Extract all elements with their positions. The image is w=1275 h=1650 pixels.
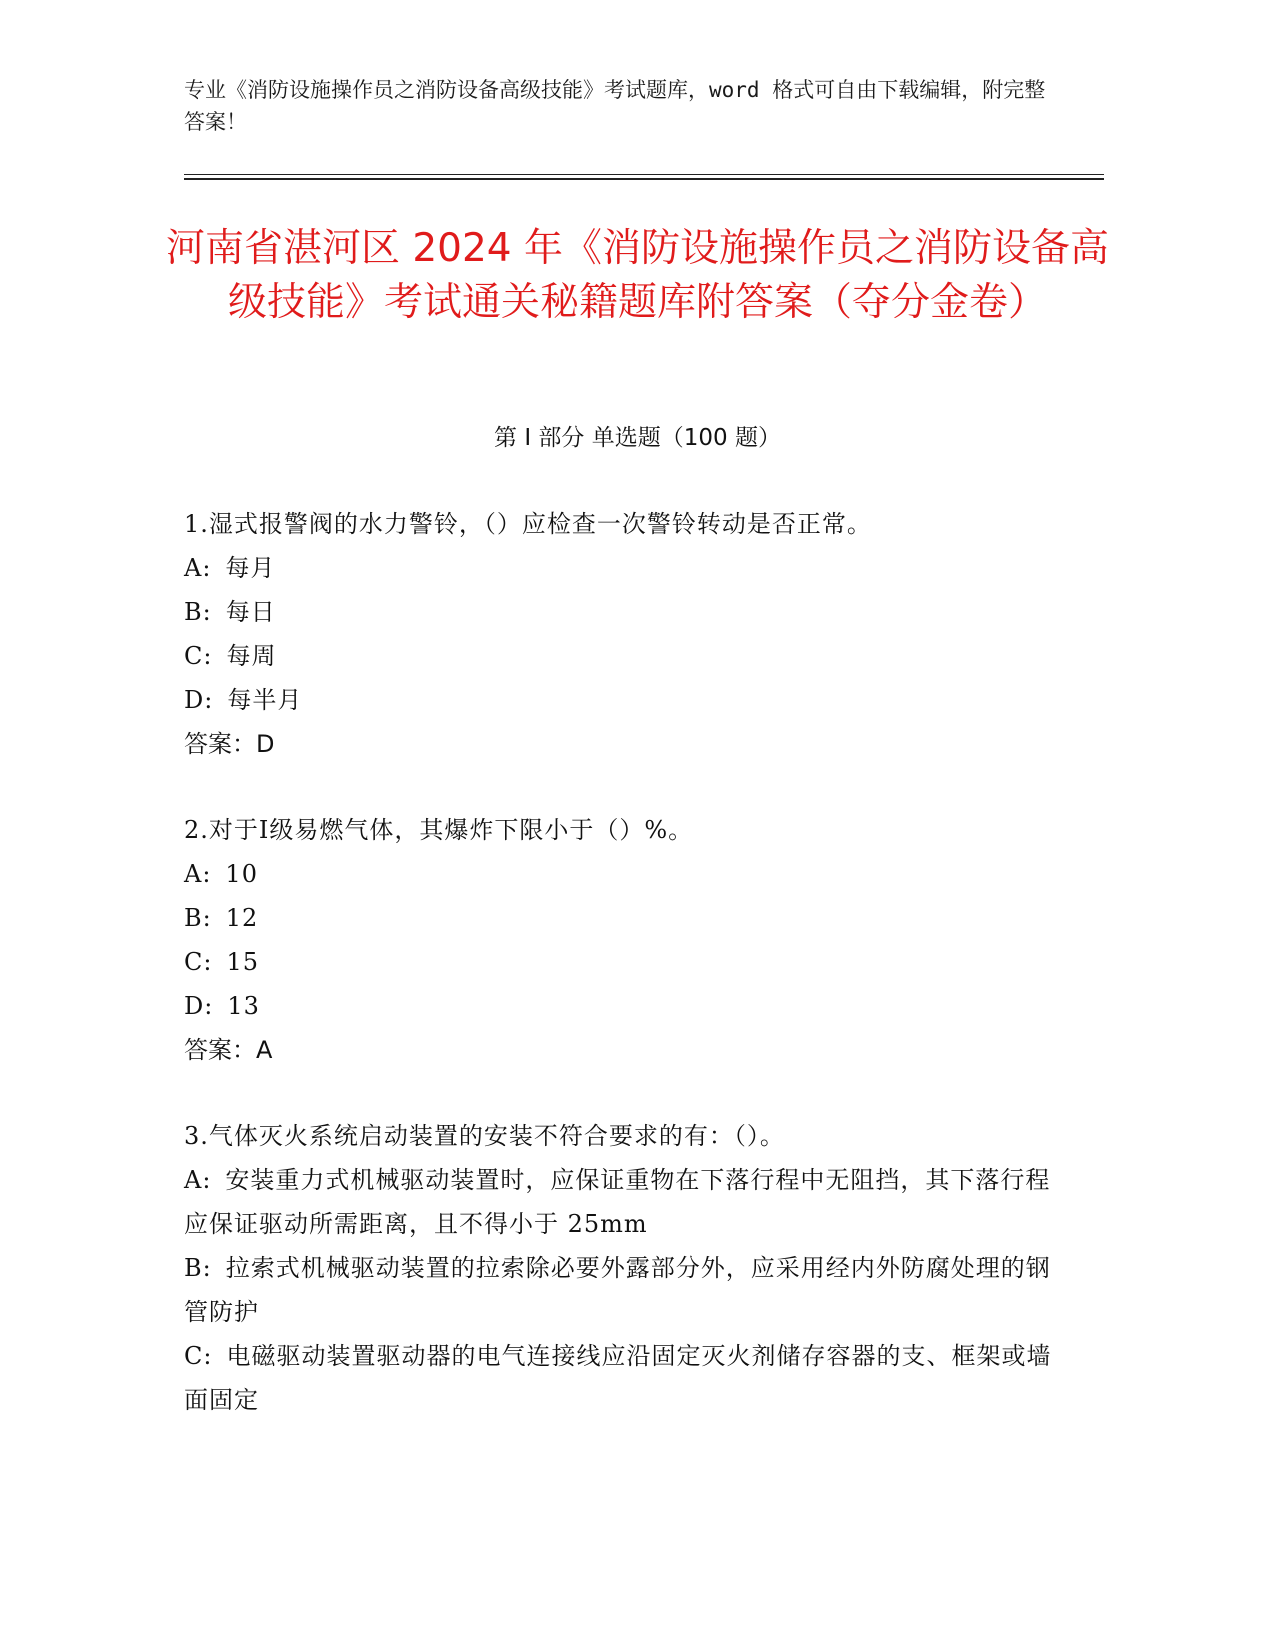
option-a xyxy=(184,1158,1064,1246)
question-text: 3.气体灭火系统启动装置的安装不符合要求的有：（）。 xyxy=(184,1122,785,1150)
option-label: B: xyxy=(184,598,212,626)
question-2 xyxy=(184,808,1064,1072)
option-text: 13 xyxy=(227,992,260,1020)
option-c xyxy=(184,940,1064,984)
option-label: A: xyxy=(184,554,212,582)
question-text: 2.对于Ⅰ级易燃气体，其爆炸下限小于（）%。 xyxy=(184,816,694,844)
option-b xyxy=(184,590,1064,634)
option-label: C: xyxy=(184,948,213,976)
answer: 答案：D xyxy=(184,730,275,758)
option-text: 电磁驱动装置驱动器的电气连接线应沿固定灭火剂储存容器的支、框架或墙面固定 xyxy=(184,1342,1052,1414)
question-1 xyxy=(184,502,1064,766)
option-label: A: xyxy=(184,1166,212,1194)
option-text: 拉索式机械驱动装置的拉索除必要外露部分外，应采用经内外防腐处理的钢管防护 xyxy=(184,1254,1051,1326)
option-b xyxy=(184,896,1064,940)
option-d xyxy=(184,984,1064,1028)
option-text: 15 xyxy=(226,948,259,976)
option-a xyxy=(184,546,1064,590)
option-label: C: xyxy=(184,1342,213,1370)
option-text: 每半月 xyxy=(227,686,303,714)
option-c xyxy=(184,1334,1064,1422)
option-text: 12 xyxy=(225,904,259,932)
option-d xyxy=(184,678,1064,722)
section-heading: 第 I 部分 单选题（100 题） xyxy=(494,425,781,451)
document-title: 河南省湛河区 2024 年《消防设施操作员之消防设备高级技能》考试通关秘籍题库附答案（夺分金卷） xyxy=(165,226,1110,325)
header-note: 专业《消防设施操作员之消防设备高级技能》考试题库，word 格式可自由下载编辑，附完整答案！ xyxy=(184,78,1046,134)
option-text: 每日 xyxy=(225,598,276,626)
option-text: 每月 xyxy=(225,554,276,582)
option-c xyxy=(184,634,1064,678)
option-b xyxy=(184,1246,1064,1334)
option-label: B: xyxy=(184,1254,212,1282)
answer: 答案：A xyxy=(184,1036,273,1064)
option-label: A: xyxy=(184,860,212,888)
option-label: B: xyxy=(184,904,212,932)
option-label: D: xyxy=(184,686,214,714)
option-a xyxy=(184,852,1064,896)
option-text: 10 xyxy=(225,860,258,888)
header-divider-thick xyxy=(184,178,1104,180)
option-text: 安装重力式机械驱动装置时，应保证重物在下落行程中无阻挡，其下落行程应保证驱动所需距离，且不得小于 25mm xyxy=(184,1166,1051,1238)
option-label: C: xyxy=(184,642,213,670)
header-divider-thin xyxy=(184,174,1104,175)
option-text: 每周 xyxy=(226,642,277,670)
question-text: 1.湿式报警阀的水力警铃，（）应检查一次警铃转动是否正常。 xyxy=(184,510,872,538)
question-3 xyxy=(184,1114,1064,1422)
option-label: D: xyxy=(184,992,214,1020)
